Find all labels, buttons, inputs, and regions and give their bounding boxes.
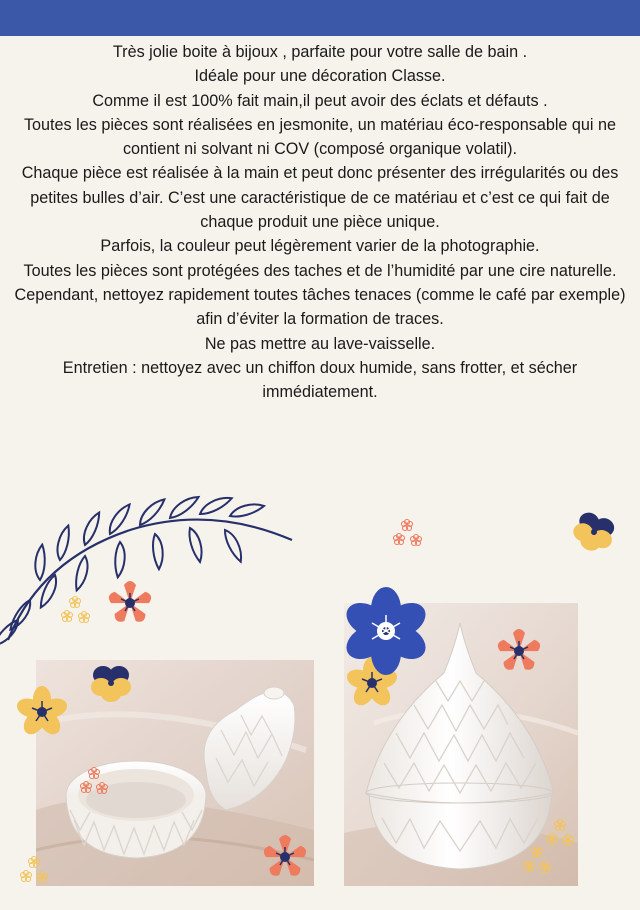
product-photo-closed-box [344,603,578,886]
description-line: Idéale pour une décoration Classe. [194,67,446,86]
description-line: Très jolie boite à bijoux , parfaite pour votre salle de bain . [112,43,528,61]
product-photo-open-box [36,660,314,886]
description-line: Entretien : nettoyez avec un chiffon doux humide, sans frotter, et sécher immédiatement. [62,358,578,402]
header-banner [0,0,640,36]
description-line: Parfois, la couleur peut légèrement varier de la photographie. [100,237,540,256]
description-line: Toutes les pièces sont protégées des taches et de l’humidité par une cire naturelle. Cependant, nettoyez rapidement toutes tâches tenaces (comme le café par exemple) afin d’éviter la formation de traces. [14,261,626,329]
leaf-branch-icon [0,496,292,647]
product-description [14,40,626,404]
description-line: Ne pas mettre au lave-vaisselle. [204,334,436,353]
description-line: Chaque pièce est réalisée à la main et peut donc présenter des irrégularités ou des petites bulles d’air. C’est une caractéristique de ce matériau et c’est ce qui fait de chaque produit une pièce unique. [21,164,619,232]
coral-flower-icon [107,581,153,624]
navy-flower-icon [569,509,619,557]
description-line: Comme il est 100% fait main,il peut avoir des éclats et défauts . [92,91,548,110]
description-line: Toutes les pièces sont réalisées en jesmonite, un matériau éco-responsable qui ne contient ni solvant ni COV (composé organique volatil). [23,115,617,159]
